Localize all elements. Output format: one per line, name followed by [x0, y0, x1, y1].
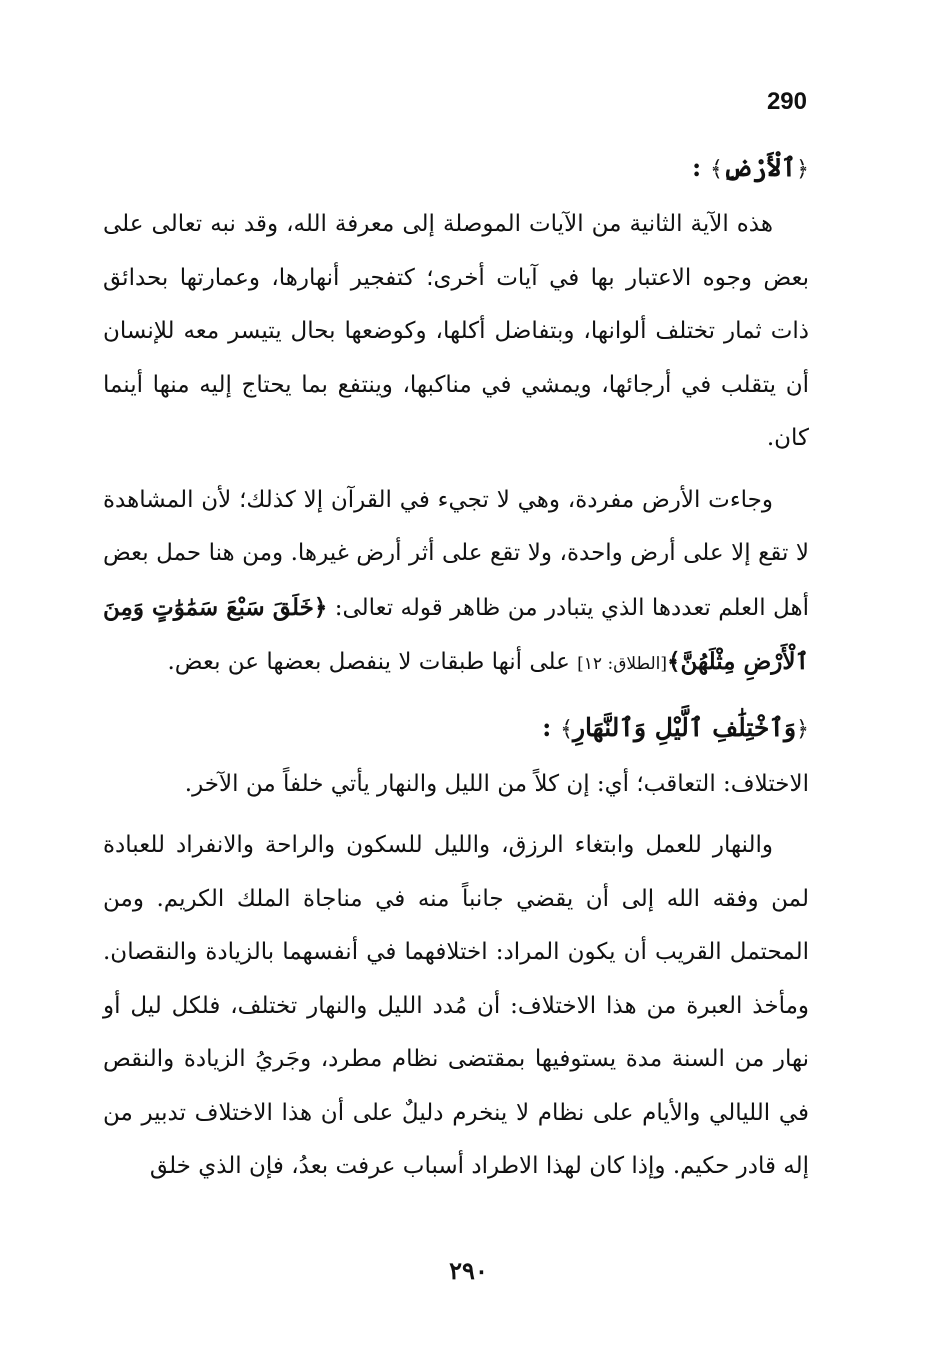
section-heading-earth	[103, 140, 809, 198]
quran-term-night-day: وَٱخْتِلَٰفِ ٱلَّيْلِ وَٱلنَّهَارِ	[572, 712, 797, 742]
paragraph-earth-2	[103, 474, 809, 692]
quran-open-bracket: ﴿	[796, 157, 809, 182]
quran-close-bracket: ﴾	[709, 157, 723, 182]
quran-term-earth: ٱلْأَرْضِ	[722, 153, 797, 182]
section-heading-night-day	[103, 700, 809, 758]
quran-close-bracket: ﴾	[560, 716, 573, 742]
page-body	[103, 140, 809, 1202]
page-number-footer: ٢٩٠	[449, 1256, 488, 1285]
paragraph-night-2: والنهار للعمل وابتغاء الرزق، والليل للسكون والراحة والانفراد للعبادة لمن وفقه الله إلى أن يقضي جانباً منه في مناجاة الملك الكريم. ومن المحتمل القريب أن يكون المراد: اختلافهما في أنفسهما بالزيادة والنقصان. ومأخذ العبرة من هذا الاختلاف: أن مُدد الليل والنهار تختلف، فلكل ليل أو نهار من السنة مدة يستوفيها بمقتضى نظام مطرد، وجَريُ الزيادة والنقص في الليالي والأيام على نظام لا ينخرم دليلٌ على أن هذا الاختلاف تدبير من إله قادر حكيم. وإذا كان لهذا الاطراد أسباب عرفت بعدُ، فإن الذي خلق	[103, 832, 809, 1179]
quran-reference: [الطلاق: ١٢]	[577, 654, 668, 674]
paragraph-earth-2-continuation: على أنها طبقات لا ينفصل بعضها عن بعض.	[167, 649, 578, 675]
heading-colon: :	[542, 712, 561, 742]
paragraph-earth-1: هذه الآية الثانية من الآيات الموصلة إلى معرفة الله، وقد نبه تعالى على بعض وجوه الاعتبار بها في آيات أخرى؛ كتفجير أنهارها، وعمارتها بحدائق ذات ثمار تختلف ألوانها، وبتفاضل أكلها، وكوضعها بحال يتيسر معه للإنسان أن يتقلب في أرجائها، ويمشي في مناكبها، وينتفع بما يحتاج إليه منها أينما كان.	[103, 211, 809, 451]
page-number-header: 290	[766, 88, 807, 115]
quran-verse-quote: ﴿خَلَقَ سَبْعَ سَمَٰوَٰتٍ وَمِنَ ٱلْأَرْضِ مِثْلَهُنَّ﴾	[103, 593, 809, 675]
paragraph-earth-2-text: وجاءت الأرض مفردة، وهي لا تجيء في القرآن إلا كذلك؛ لأن المشاهدة لا تقع إلا على أرض واحدة، ولا تقع على أثر أرض غيرها. ومن هنا حمل بعض أهل العلم تعددها الذي يتبادر من ظاهر قوله تعالى:	[103, 486, 809, 621]
paragraph-night-1: الاختلاف: التعاقب؛ أي: إن كلاً من الليل والنهار يأتي خلفاً من الآخر.	[184, 770, 809, 797]
quran-open-bracket: ﴿	[796, 716, 809, 742]
heading-colon: :	[692, 153, 710, 182]
